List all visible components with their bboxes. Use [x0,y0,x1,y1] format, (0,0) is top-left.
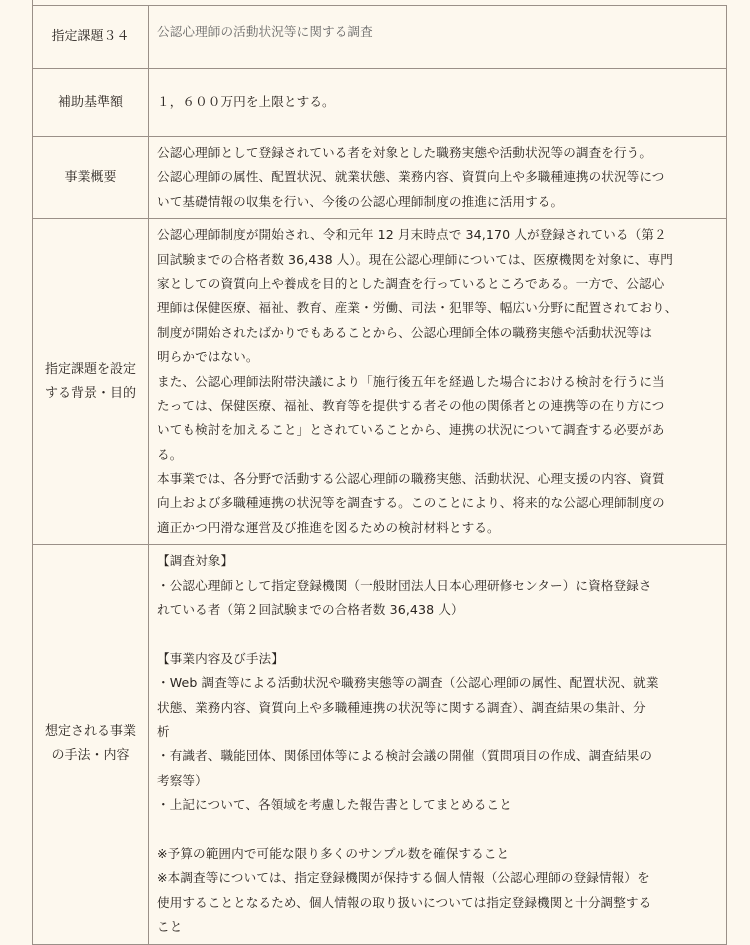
text-line: 本事業では、各分野で活動する公認心理師の職務実態、活動状況、心理支援の内容、資質 [157,471,665,487]
methods-content-value [149,545,727,944]
project-overview-value [149,137,727,219]
table-row-topic-title [33,6,727,69]
background-purpose-value [149,219,727,545]
text-line: 公認心理師制度が開始され、令和元年 12 月末時点で 34,170 人が登録されている（第２ [157,227,667,243]
text-line: 回試験までの合格者数 36,438 人）。現在公認心理師については、医療機関を対象に、専門 [157,251,673,267]
text-line: 公認心理師の活動状況等に関する調査 [157,24,373,39]
table-row-subsidy-amount [33,69,727,137]
topic-title-label [33,6,149,69]
text-line: 【調査対象】 [157,553,234,569]
text-line: 状態、業務内容、資質向上や多職種連携の状況等に関する調査）、調査結果の集計、分 [157,699,646,715]
table-row-methods-content [33,545,727,944]
project-overview-label [33,137,149,219]
label-line: する背景・目的 [44,385,136,401]
text-line: 向上および多職種連携の状況等を調査する。このことにより、将来的な公認心理師制度の [157,495,665,511]
topic-title-value [149,6,727,69]
text-line: ※本調査等については、指定登録機関が保持する個人情報（公認心理師の登録情報）を [157,870,650,886]
label-line: 指定課題を設定 [44,361,136,377]
text-line: １，６００万円を上限とする。 [157,94,335,110]
text-line: 公認心理師として登録されている者を対象とした職務実態や活動状況等の調査を行う。 [157,145,653,160]
text-line: ・有識者、職能団体、関係団体等による検討会議の開催（質問項目の作成、調査結果の [157,748,653,764]
assignment-table [32,5,727,945]
table-row-project-overview [33,137,727,219]
text-line: いて基礎情報の収集を行い、今後の公認心理師制度の推進に活用する。 [157,193,564,209]
text-line: 制度が開始されたばかりでもあることから、公認心理師全体の職務実態や活動状況等は [157,324,653,340]
text-line: 理師は保健医療、福祉、教育、産業・労働、司法・犯罪等、幅広い分野に配置されており、 [157,300,678,316]
text-line: ・Web 調査等による活動状況や職務実態等の調査（公認心理師の属性、配置状況、就業 [157,675,659,691]
text-line: いても検討を加えること」とされていることから、連携の状況について調査する必要があ [157,422,665,438]
methods-content-label [33,545,149,944]
text-line: 適正かつ円滑な運営及び推進を図るための検討材料とする。 [157,519,500,535]
background-purpose-label [33,219,149,545]
text-line: たっては、保健医療、福祉、教育等を提供する者その他の関係者との連携等の在り方につ [157,397,665,413]
text-line: また、公認心理師法附帯決議により「施行後五年を経過した場合における検討を行うに当 [157,373,665,389]
label-line: 事業概要 [64,169,117,185]
text-line: 家としての資質向上や養成を目的とした調査を行っているところである。一方で、公認心 [157,275,665,291]
text-line: 析 [157,723,170,739]
text-line: れている者（第２回試験までの合格者数 36,438 人） [157,602,464,618]
text-line: ・公認心理師として指定登録機関（一般財団法人日本心理研修センター）に資格登録さ [157,577,652,593]
text-line: 明らかではない。 [157,349,259,365]
text-line: 使用することとなるため、個人情報の取り扱いについては指定登録機関と十分調整する [157,894,652,910]
text-line: る。 [157,446,183,462]
label-line: の手法・内容 [51,748,130,764]
table-body [33,6,727,945]
text-line: 考察等） [157,772,208,788]
text-line: 公認心理師の属性、配置状況、就業状態、業務内容、資質向上や多職種連携の状況等につ [157,169,665,185]
subsidy-amount-value [149,69,727,137]
text-line: ※予算の範囲内で可能な限り多くのサンプル数を確保すること [157,845,510,861]
text-line [157,622,718,646]
label-line: 想定される事業 [44,724,136,740]
text-line: こと [157,919,183,935]
label-line: 指定課題３４ [51,29,130,44]
text-line: 【事業内容及び手法】 [157,650,284,666]
subsidy-amount-label [33,69,149,137]
text-line [157,818,718,842]
table-row-background-purpose [33,219,727,545]
text-line: ・上記について、各領域を考慮した報告書としてまとめること [157,797,512,813]
label-line: 補助基準額 [57,94,123,110]
